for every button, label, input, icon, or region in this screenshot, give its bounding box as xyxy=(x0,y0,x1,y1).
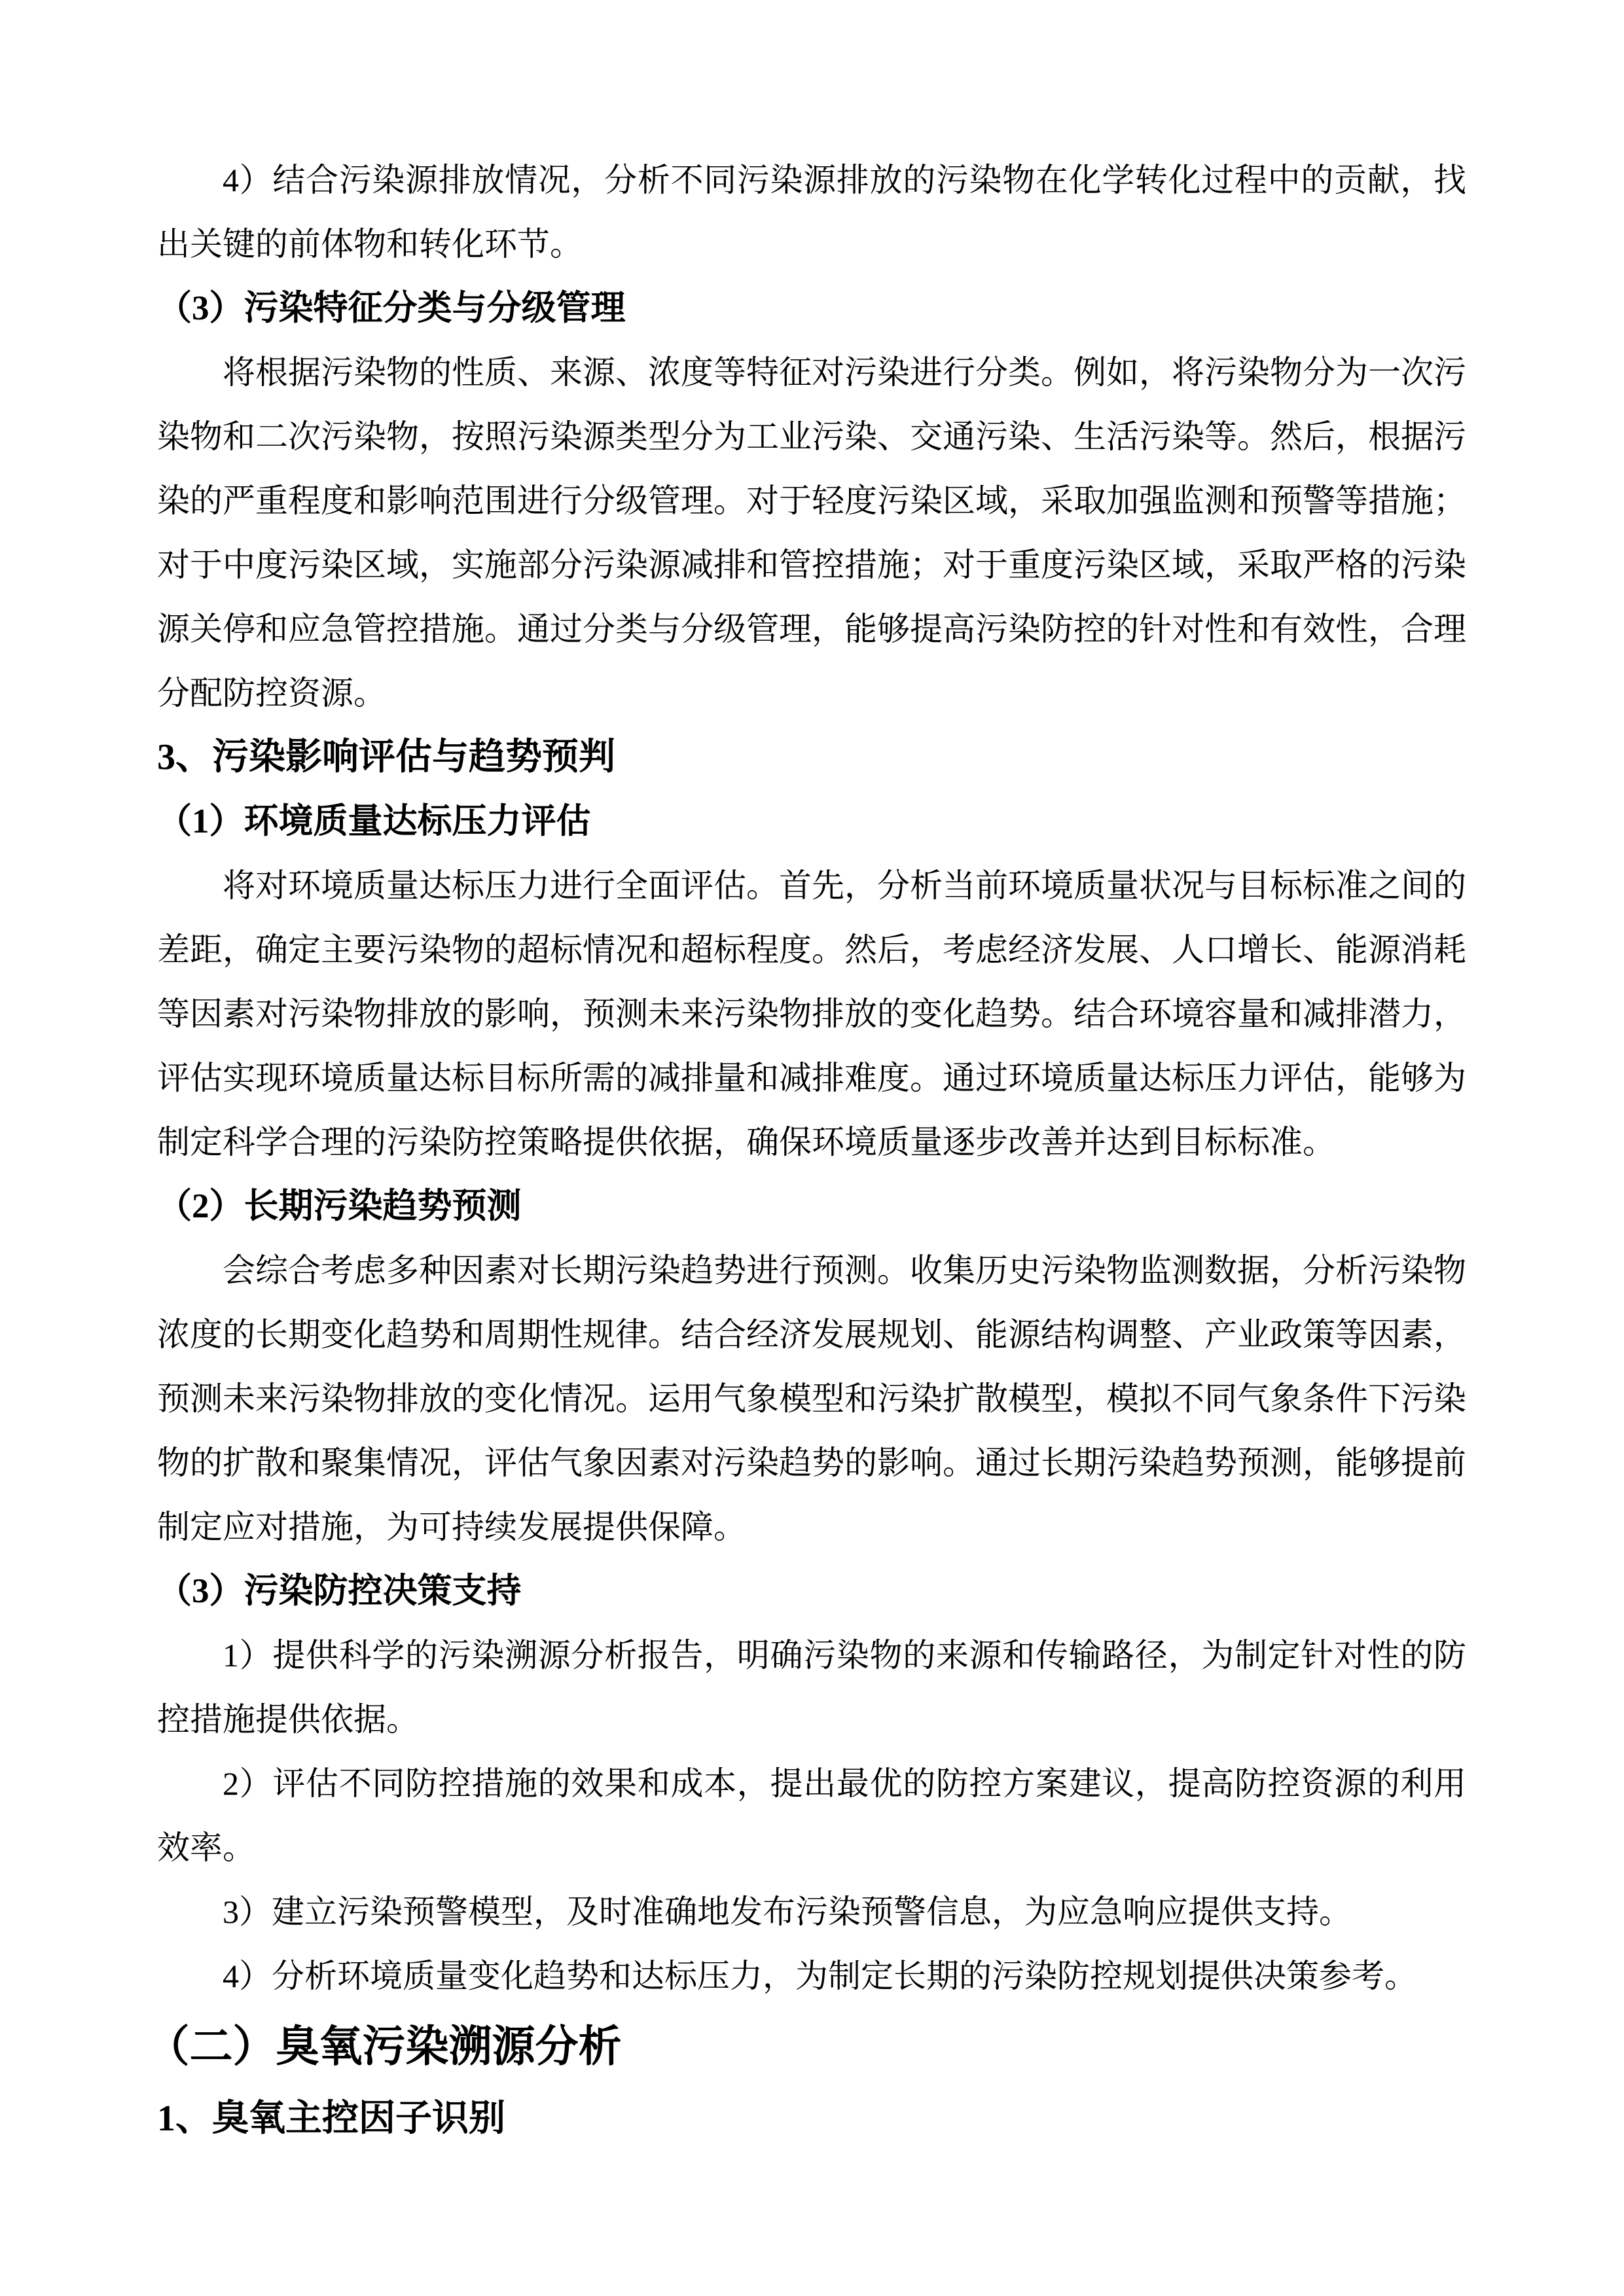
para-decision-support-item-2: 2）评估不同防控措施的效果和成本，提出最优的防控方案建议，提高防控资源的利用效率。 xyxy=(157,1765,1466,1866)
heading-pollution-control-decision-support: （3）污染防控决策支持 xyxy=(157,1572,522,1610)
heading-pollution-feature-classification: （3）污染特征分类与分级管理 xyxy=(157,289,626,327)
heading-impact-assessment-and-trend-prediction: 3、污染影响评估与趋势预判 xyxy=(157,737,615,778)
heading-ozone-pollution-traceability-analysis: （二）臭氧污染溯源分析 xyxy=(146,2023,622,2071)
para-long-term-trend-prediction: 会综合考虑多种因素对长期污染趋势进行预测。收集历史污染物监测数据，分析污染物浓度的长期变化趋势和周期性规律。结合经济发展规划、能源结构调整、产业政策等因素，预测未来污染物排放的变化情况。运用气象模型和污染扩散模型，模拟不同气象条件下污染物的扩散和聚集情况，评估气象因素对污染趋势的影响。通过长期污染趋势预测，能够提前制定应对措施，为可持续发展提供保障。 xyxy=(157,1252,1466,1545)
para-decision-support-item-3: 3）建立污染预警模型，及时准确地发布污染预警信息，为应急响应提供支持。 xyxy=(223,1893,1352,1930)
para-decision-support-item-1: 1）提供科学的污染溯源分析报告，明确污染物的来源和传输路径，为制定针对性的防控措施提供依据。 xyxy=(157,1637,1466,1738)
para-pollutant-chemical-contribution: 4）结合污染源排放情况，分析不同污染源排放的污染物在化学转化过程中的贡献，找出关键的前体物和转化环节。 xyxy=(157,162,1466,262)
para-decision-support-item-4: 4）分析环境质量变化趋势和达标压力，为制定长期的污染防控规划提供决策参考。 xyxy=(223,1958,1417,1994)
heading-long-term-pollution-trend-prediction: （2）长期污染趋势预测 xyxy=(157,1187,522,1225)
para-compliance-pressure-assessment: 将对环境质量达标压力进行全面评估。首先，分析当前环境质量状况与目标标准之间的差距，确定主要污染物的超标情况和超标程度。然后，考虑经济发展、人口增长、能源消耗等因素对污染物排放的影响，预测未来污染物排放的变化趋势。结合环境容量和减排潜力，评估实现环境质量达标目标所需的减排量和减排难度。通过环境质量达标压力评估，能够为制定科学合理的污染防控策略提供依据，确保环境质量逐步改善并达到目标标准。 xyxy=(157,867,1466,1160)
heading-air-quality-compliance-pressure-assessment: （1）环境质量达标压力评估 xyxy=(157,802,591,840)
para-classification-and-grading-management: 将根据污染物的性质、来源、浓度等特征对污染进行分类。例如，将污染物分为一次污染物和二次污染物，按照污染源类型分为工业污染、交通污染、生活污染等。然后，根据污染的严重程度和影响范围进行分级管理。对于轻度污染区域，采取加强监测和预警等措施；对于中度污染区域，实施部分污染源减排和管控措施；对于重度污染区域，采取严格的污染源关停和应急管控措施。通过分类与分级管理，能够提高污染防控的针对性和有效性，合理分配防控资源。 xyxy=(157,354,1466,711)
heading-ozone-controlling-factor-identification: 1、臭氧主控因子识别 xyxy=(157,2098,505,2139)
